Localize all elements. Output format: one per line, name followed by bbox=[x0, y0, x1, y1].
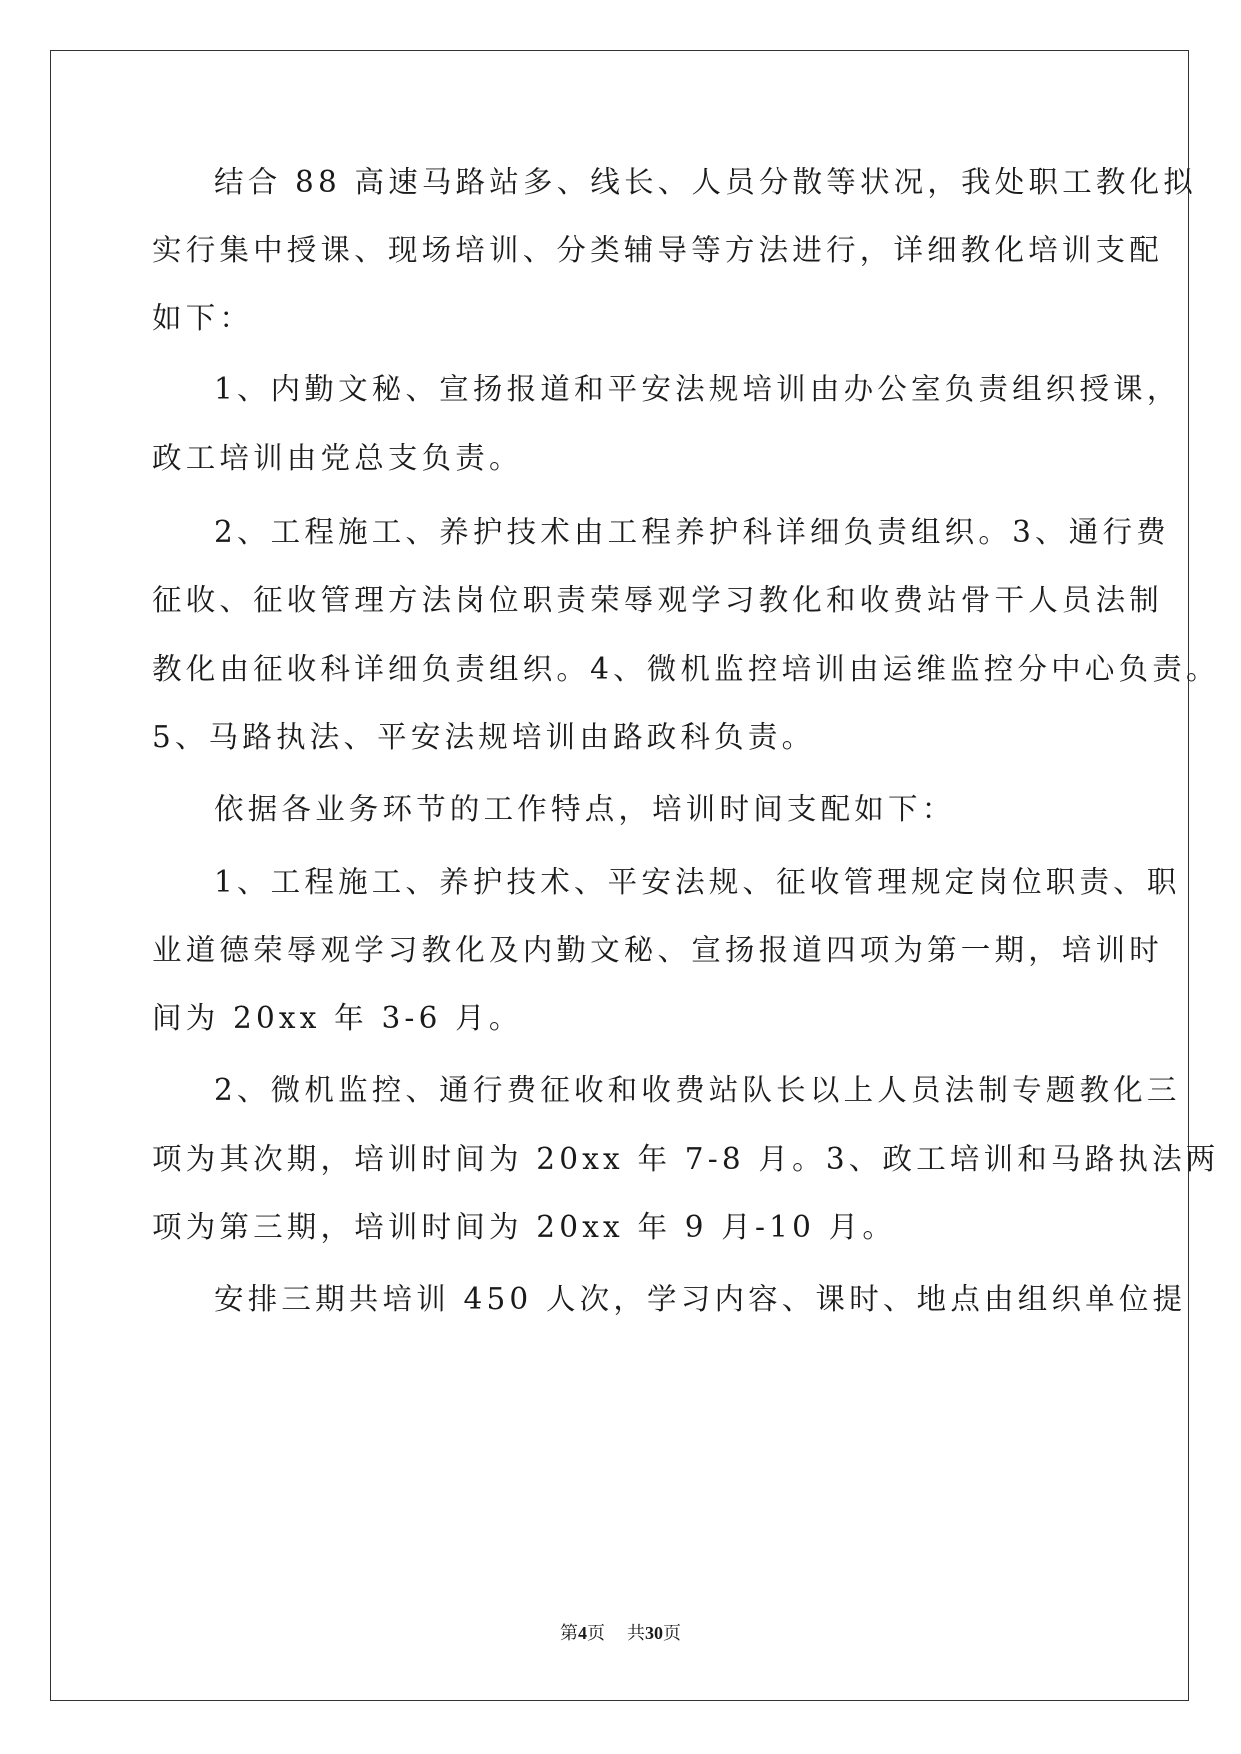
text-line: 项为其次期，培训时间为 20xx 年 7-8 月。3、政工培训和马路执法两 bbox=[152, 1142, 1220, 1176]
text-line: 如下： bbox=[152, 301, 254, 335]
text-line: 项为第三期，培训时间为 20xx 年 9 月-10 月。 bbox=[152, 1210, 897, 1244]
text-line: 安排三期共培训 450 人次，学习内容、课时、地点由组织单位提 bbox=[214, 1282, 1187, 1316]
page-label-prefix: 第 bbox=[560, 1623, 578, 1644]
text-line: 1、工程施工、养护技术、平安法规、征收管理规定岗位职责、职 bbox=[214, 865, 1181, 899]
text-line: 2、工程施工、养护技术由工程养护科详细负责组织。3、通行费 bbox=[214, 515, 1170, 549]
page-label-suffix: 页 bbox=[587, 1623, 605, 1644]
text-line: 结合 88 高速马路站多、线长、人员分散等状况，我处职工教化拟 bbox=[214, 165, 1197, 199]
total-page-count: 30 bbox=[645, 1623, 663, 1643]
text-line: 业道德荣辱观学习教化及内勤文秘、宣扬报道四项为第一期，培训时 bbox=[152, 933, 1164, 967]
text-line: 征收、征收管理方法岗位职责荣辱观学习教化和收费站骨干人员法制 bbox=[152, 583, 1164, 617]
text-line: 间为 20xx 年 3-6 月。 bbox=[152, 1001, 523, 1035]
text-line: 5、马路执法、平安法规培训由路政科负责。 bbox=[152, 720, 816, 754]
text-line: 2、微机监控、通行费征收和收费站队长以上人员法制专题教化三 bbox=[214, 1073, 1181, 1107]
page-footer bbox=[0, 1621, 1241, 1646]
text-line: 1、内勤文秘、宣扬报道和平安法规培训由办公室负责组织授课， bbox=[214, 372, 1181, 406]
text-line: 实行集中授课、现场培训、分类辅导等方法进行，详细教化培训支配 bbox=[152, 233, 1164, 267]
text-line: 教化由征收科详细负责组织。4、微机监控培训由运维监控分中心负责。 bbox=[152, 652, 1220, 686]
total-label-suffix: 页 bbox=[663, 1623, 681, 1644]
total-label-prefix: 共 bbox=[627, 1623, 645, 1644]
current-page-number: 4 bbox=[578, 1623, 587, 1643]
text-line: 政工培训由党总支负责。 bbox=[152, 441, 523, 475]
text-line: 依据各业务环节的工作特点，培训时间支配如下： bbox=[214, 792, 956, 826]
